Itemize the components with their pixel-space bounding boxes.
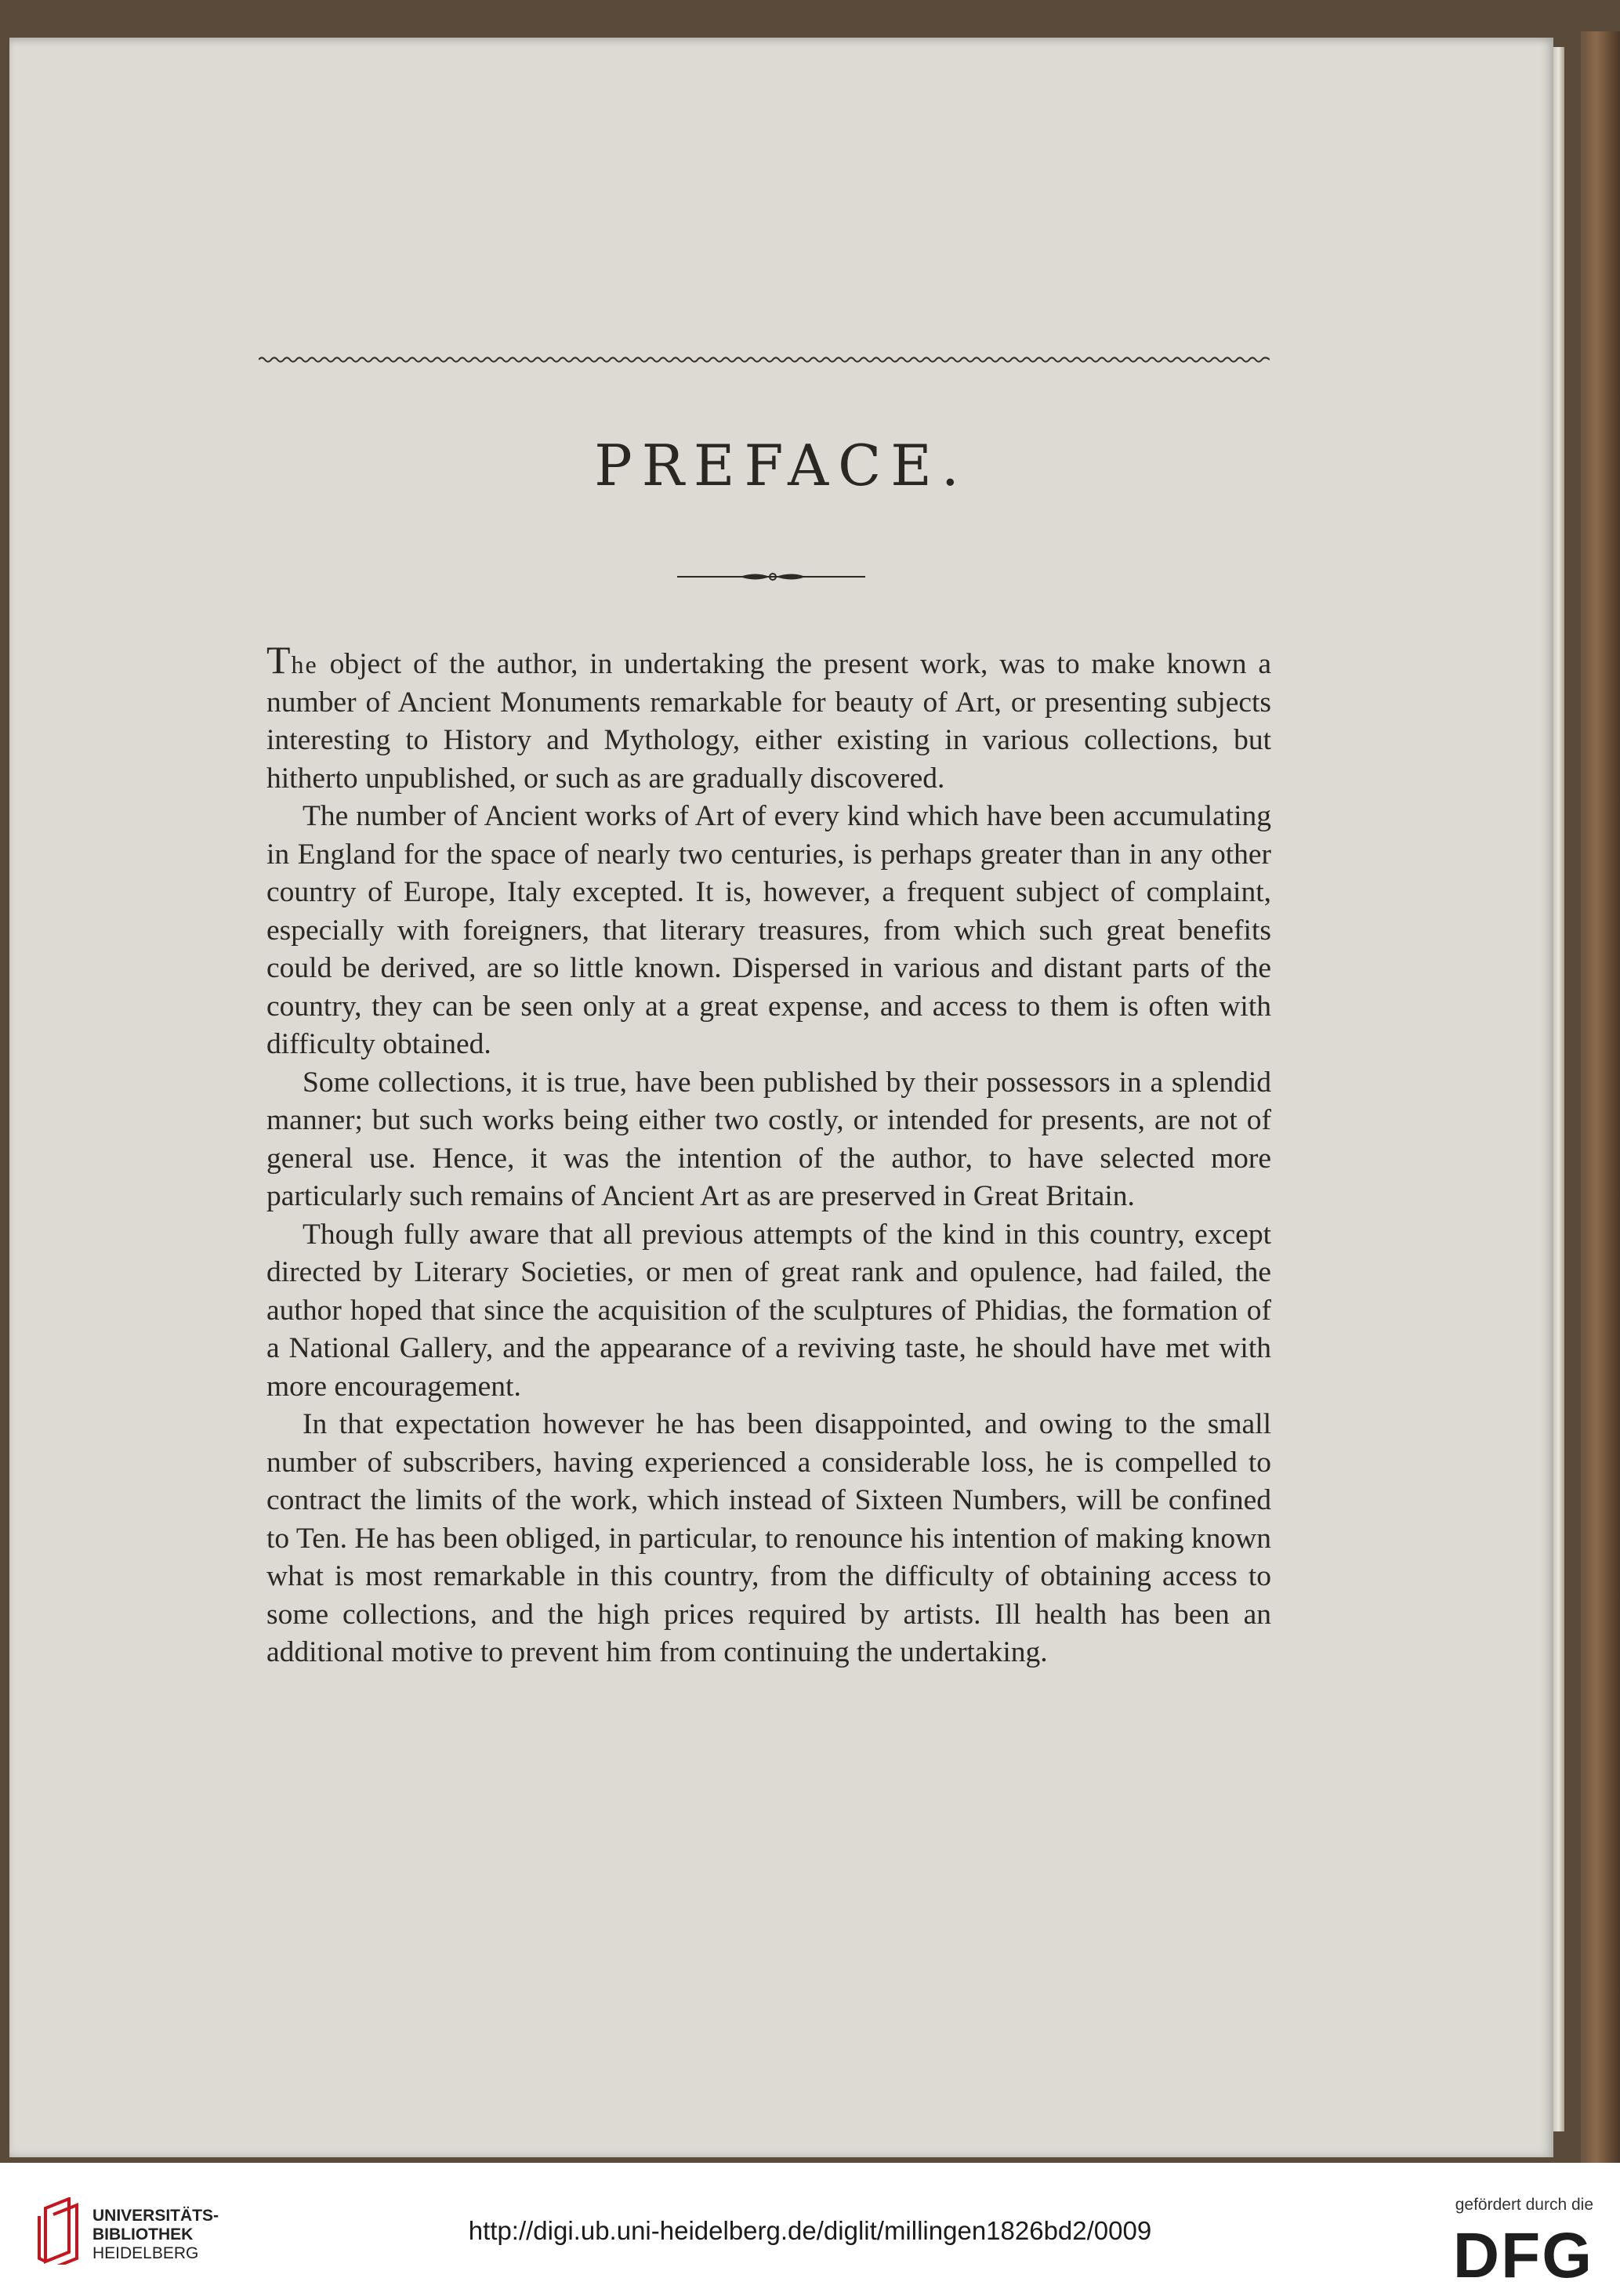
decorative-wavy-rule — [259, 354, 1270, 365]
page-title: PREFACE. — [594, 433, 969, 498]
permalink-url[interactable]: http://digi.ub.uni-heidelberg.de/diglit/millingen1826bd2/0009 — [468, 2216, 1152, 2245]
ornament-divider — [677, 569, 865, 585]
paragraph: Some collections, it is true, have been published by their possessors in a splendid manner; but such works being either two costly, or intended for presents, are not of general use. Hence, it was the intention of the author, to have selected more particularly such remains of Ancient Art as are preserved in Great Britain. — [266, 1066, 1271, 1212]
preface-body — [266, 638, 1271, 1672]
book-board-edge — [1581, 31, 1620, 2163]
paragraph-text: object of the author, in undertaking the present work, was to make known a number of Ancient Monuments remarkable for beauty of Art, or presenting subjects interesting to History and Mythology, either existing in various collections, but hitherto unpublished, or such as are gradually discovered. — [266, 648, 1271, 795]
paragraph — [266, 638, 1271, 798]
digitization-footer — [0, 2163, 1620, 2296]
paragraph: The number of Ancient works of Art of every kind which have been accumulating in England for the space of nearly two centuries, is perhaps greater than in any other country of Europe, Italy excepted. It is, however, a frequent subject of complaint, especially with foreigners, that literary treasures, from which such great benefits could be derived, are so little known. Dispersed in various and distant parts of the country, they can be seen only at a great expense, and access to them is often with difficulty obtained. — [266, 800, 1271, 1060]
book-page — [9, 38, 1553, 2157]
dfg-logo: DFG — [1452, 2220, 1593, 2291]
lead-word-rest: he — [291, 650, 318, 679]
lead-word-initial: T — [266, 638, 292, 682]
library-line-3: HEIDELBERG — [92, 2244, 199, 2262]
lead-word — [266, 638, 318, 682]
library-line-2: BIBLIOTHEK — [92, 2225, 194, 2243]
paragraph: In that expectation however he has been disappointed, and owing to the small number of subscribers, having experienced a considerable loss, he is compelled to contract the limits of the work, which instead of Sixteen Numbers, will be confined to Ten. He has been obliged, in particular, to renounce his intention of making known what is most remarkable in this country, from the difficulty of obtaining access to some collections, and the high prices required by artists. Ill health has been an additional motive to prevent him from continuing the undertaking. — [266, 1408, 1271, 1668]
paragraph: Though fully aware that all previous attempts of the kind in this country, except directed by Literary Societies, or men of great rank and opulence, had failed, the author hoped that since the acquisition of the sculptures of Phidias, the formation of a National Gallery, and the appearance of a reviving taste, he should have met with more encouragement. — [266, 1218, 1271, 1403]
funding-note: gefördert durch die — [1455, 2196, 1593, 2214]
library-line-1: UNIVERSITÄTS- — [92, 2207, 219, 2225]
